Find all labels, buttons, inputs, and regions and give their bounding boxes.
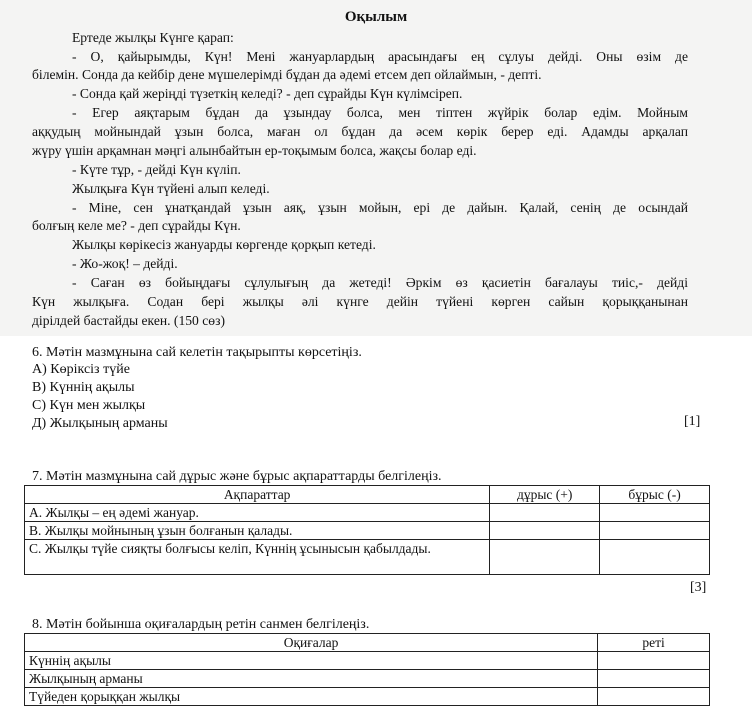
text-line: - Сонда қай жеріңді түзеткің келеді? - деп сұрайды Күн күлімсіреп.	[72, 86, 463, 101]
table-row	[25, 670, 710, 688]
table-row	[25, 522, 710, 540]
order-input-cell[interactable]	[598, 688, 710, 706]
text-line: - Міне, сен ұнатқандай ұзын аяқ, ұзын мойын, ері де дайын. Қалай, сенің де осындай	[72, 200, 688, 215]
table-header-row	[25, 634, 710, 652]
true-answer-cell[interactable]	[490, 504, 600, 522]
table-row	[25, 688, 710, 706]
q6-option-b[interactable]: В) Күннің ақылы	[32, 380, 135, 395]
table-header-row	[25, 486, 710, 504]
q7-score: [3]	[690, 580, 707, 595]
text-line: аққудың мойнындай ұзын болса, маған ол бұдан да әсем көрік берер еді. Адамды арқалап	[32, 124, 688, 139]
question-8: 8. Мәтін бойынша оқиғалардың ретін санмен белгілеңіз.	[32, 617, 370, 632]
header-true: дұрыс (+)	[490, 486, 600, 504]
header-order: реті	[598, 634, 710, 652]
q6-option-c[interactable]: С) Күн мен жылқы	[32, 398, 146, 413]
text-line: білемін. Сонда да кейбір дене мүшелерімді бұдан да әдемі етсем деп ойлаймын, - депті.	[32, 67, 542, 82]
table-row	[25, 652, 710, 670]
text-line: - Егер аяқтарым бұдан да ұзындау болса, мен тіптен жүйрік болар едім. Мойным	[72, 105, 688, 120]
text-line: жүру үшін арқамнан мәңгі алынбайтын ер-тоқымым болса, жақсы болар еді.	[32, 143, 477, 158]
header-false: бұрыс (-)	[600, 486, 710, 504]
text-line: Жылқыға Күн түйені алып келеді.	[72, 181, 270, 196]
order-input-cell[interactable]	[598, 652, 710, 670]
text-line: Жылқы көрікесіз жануарды көргенде қорқып кетеді.	[72, 237, 376, 252]
q6-option-d[interactable]: Д) Жылқының арманы	[32, 416, 168, 431]
false-answer-cell[interactable]	[600, 540, 710, 575]
text-line: болғың келе ме? - деп сұрайды Күн.	[32, 218, 241, 233]
text-line: дірілдей бастайды екен. (150 сөз)	[32, 313, 225, 328]
text-line: - Саған өз бойыңдағы сұлулығың да жетеді! Әркім өз қасиетін бағалауы тиіс,- дейді	[72, 275, 688, 290]
question-7: 7. Мәтін мазмұнына сай дұрыс және бұрыс ақпараттарды белгілеңіз.	[32, 469, 442, 484]
header-info: Ақпараттар	[25, 486, 490, 504]
event-cell: Жылқының арманы	[25, 670, 598, 688]
text-line: Ертеде жылқы Күнге қарап:	[72, 30, 234, 45]
statement-cell: В. Жылқы мойнының ұзын болғанын қалады.	[25, 522, 490, 540]
event-cell: Түйеден қорыққан жылқы	[25, 688, 598, 706]
order-input-cell[interactable]	[598, 670, 710, 688]
text-line: Күн жылқыға. Содан бері жылқы әлі күнге дейін түйені көрген сайын қорыққанынан	[32, 294, 688, 309]
statement-cell: А. Жылқы – ең әдемі жануар.	[25, 504, 490, 522]
table-row	[25, 504, 710, 522]
false-answer-cell[interactable]	[600, 504, 710, 522]
true-answer-cell[interactable]	[490, 522, 600, 540]
q6-score: [1]	[684, 414, 701, 429]
page-title: Оқылым	[344, 9, 408, 25]
q6-option-a[interactable]: А) Көріксіз түйе	[32, 362, 130, 377]
text-line: - О, қайырымды, Күн! Мені жануарлардың арасындағы ең сұлуы дейді. Оны өзім де	[72, 49, 688, 64]
event-cell: Күннің ақылы	[25, 652, 598, 670]
true-answer-cell[interactable]	[490, 540, 600, 575]
text-line: - Жо-жоқ! – дейді.	[72, 256, 178, 271]
q8-table	[24, 633, 710, 706]
table-row	[25, 540, 710, 575]
text-line: - Күте тұр, - дейді Күн күліп.	[72, 162, 241, 177]
q7-table	[24, 485, 710, 575]
false-answer-cell[interactable]	[600, 522, 710, 540]
statement-cell: С. Жылқы түйе сияқты болғысы келіп, Күннің ұсынысын қабылдады.	[25, 540, 490, 575]
question-6: 6. Мәтін мазмұнына сай келетін тақырыпты көрсетіңіз.	[32, 345, 362, 360]
header-events: Оқиғалар	[25, 634, 598, 652]
